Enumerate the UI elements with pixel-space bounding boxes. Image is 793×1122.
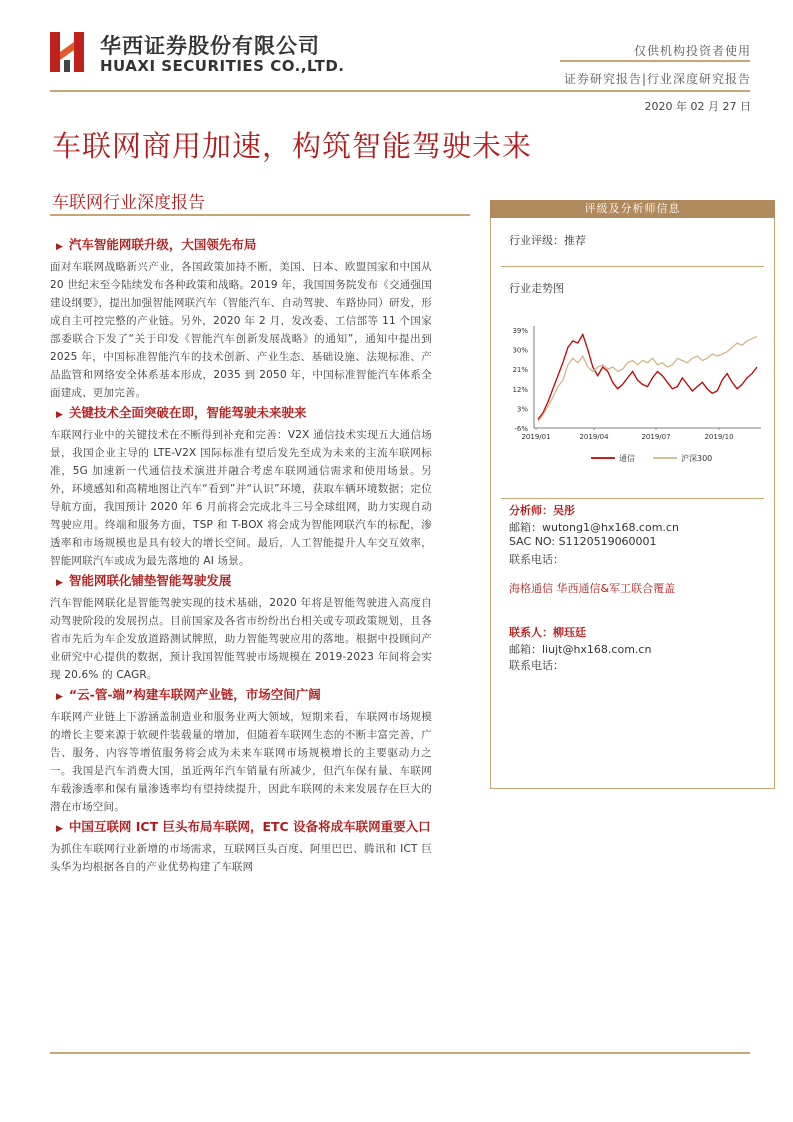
x-tick-label: 2019/10 xyxy=(704,433,734,441)
footer-rule xyxy=(50,1052,750,1054)
legend-label: 通信 xyxy=(619,454,635,463)
trend-chart xyxy=(496,318,771,478)
bullet-triangle-icon: ▶ xyxy=(56,692,63,702)
bullet-triangle-icon: ▶ xyxy=(56,824,63,834)
related-reports-link[interactable]: 海格通信 华西通信&军工联合覆盖 xyxy=(509,582,676,595)
report-title: 车联网商用加速，构筑智能驾驶未来 xyxy=(52,129,533,163)
report-date: 2020 年 02 月 27 日 xyxy=(644,100,751,113)
analyst-email[interactable]: 邮箱：wutong1@hx168.com.cn xyxy=(509,521,679,534)
analyst-sac: SAC NO: S1120519060001 xyxy=(509,535,657,548)
contact-phone: 联系电话： xyxy=(509,659,564,672)
series-line xyxy=(538,337,757,422)
y-tick-label: 39% xyxy=(512,327,528,335)
section-body: 面对车联网战略新兴产业，各国政策加持不断，美国、日本、欧盟国家和中国从 20 世纪末至今陆续发布各种政策和战略。2019 年，我国国务院发布《交通强国建设纲要》，提出加强智能网联汽车（智能汽车、自动驾驶、车路协同）研发，形成自主可控完整的产业链。另外，2020 年 2 月，发改委、工信部等 11 个国家部委联合下发了“关于印发《智能汽车创新发展战略》的通知”，通知中提出到 2025 年，中国标准智能汽车的技术创新、产业生态、基础设施、法规标准、产品监管和网络安全体系基本形成，2035 到 2050 年，中国标准智能汽车体系全面建成、更加完善。 xyxy=(50,261,432,399)
y-tick-label: -6% xyxy=(514,425,528,433)
summary-column xyxy=(50,236,432,878)
x-tick-label: 2019/01 xyxy=(521,433,551,441)
trend-label: 行业走势图 xyxy=(509,282,564,295)
company-name-cn: 华西证券股份有限公司 xyxy=(100,34,320,58)
sidebar-divider xyxy=(501,266,764,267)
section-body: 汽车智能网联化是智能驾驶实现的技术基础，2020 年将是智能驾驶进入高度自动驾驶阶段的发展拐点。目前国家及各省市纷纷出台相关或专项政策规划，且各省市先后为车企发放道路测试牌照，助力智能驾驶应用的落地。根据中投顾问产业研究中心提供的数据，预计我国智能驾驶市场规模在 2019-2023 年间将会实现 20.6% 的 CAGR。 xyxy=(50,597,432,681)
audience-note: 仅供机构投资者使用 xyxy=(633,44,751,58)
report-type: 证券研究报告|行业深度研究报告 xyxy=(563,72,751,86)
sidebar-header: 评级及分析师信息 xyxy=(490,200,775,218)
section-heading: ▶ 智能网联化铺垫智能驾驶发展 xyxy=(56,573,232,588)
x-tick-label: 2019/04 xyxy=(579,433,609,441)
section-heading: ▶ “云-管-端”构建车联网产业链，市场空间广阔 xyxy=(56,687,321,702)
header-divider xyxy=(560,60,750,62)
bullet-triangle-icon: ▶ xyxy=(56,242,63,252)
industry-rating: 行业评级：推荐 xyxy=(509,234,586,247)
y-tick-label: 12% xyxy=(512,385,528,394)
sidebar-divider xyxy=(501,498,764,499)
section-title: 车联网行业深度报告 xyxy=(52,193,205,213)
company-name-en: HUAXI SECURITIES CO.,LTD. xyxy=(100,57,345,75)
analyst-phone: 联系电话： xyxy=(509,553,564,566)
section-body: 车联网行业中的关键技术在不断得到补充和完善：V2X 通信技术实现五大通信场景，我国企业主导的 LTE-V2X 国际标准有望后发先至成为未来的主流车联网标准，5G 加速新一代通信技术演进并融合考虑车联网通信需求和使用场景。另外，环境感知和高精地图让汽车“看到”并“认识”环境，获取车辆环境数据；定位导航方面，我国预计 2020 年 6 月前将会完成北斗三号全球组网，助力实现自动驾驶应用。终端和服务方面，TSP 和 T-BOX 将会成为智能网联汽车的标配，渗透率和市场规模也是具有较大的增长空间。最后，人工智能提升人车交互效率，智能网联汽车或成为最先落地的 AI 场景。 xyxy=(50,429,432,567)
section-heading: ▶ 关键技术全面突破在即，智能驾驶未来驶来 xyxy=(56,405,307,420)
huaxi-logo-icon xyxy=(50,30,90,74)
y-tick-label: 3% xyxy=(516,405,528,414)
legend-label: 沪深300 xyxy=(681,454,713,463)
contact-name: 联系人：柳珏廷 xyxy=(509,626,586,639)
contact-email[interactable]: 邮箱：liujt@hx168.com.cn xyxy=(509,643,652,656)
section-heading: ▶ 汽车智能网联升级，大国领先布局 xyxy=(56,237,257,252)
x-tick-label: 2019/07 xyxy=(641,433,671,441)
header-rule xyxy=(50,90,750,92)
bullet-triangle-icon: ▶ xyxy=(56,578,63,588)
section-heading: ▶ 中国互联网 ICT 巨头布局车联网，ETC 设备将成车联网重要入口 xyxy=(56,819,431,834)
section-body: 为抓住车联网行业新增的市场需求，互联网巨头百度、阿里巴巴、腾讯和 ICT 巨头华为均根据各自的产业优势构建了车联网 xyxy=(50,843,432,873)
series-line xyxy=(538,334,757,419)
bullet-triangle-icon: ▶ xyxy=(56,410,63,420)
analyst-name: 分析师：吴彤 xyxy=(509,504,575,517)
rating-sidebar xyxy=(490,200,775,789)
y-tick-label: 30% xyxy=(512,346,528,355)
section-body: 车联网产业链上下游涵盖制造业和服务业两大领域，短期来看，车联网市场规模的增长主要来源于软硬件装载量的增加，但随着车联网生态的不断丰富完善，广告、服务、内容等增值服务将会成为未来车联网市场规模增长的主要驱动力之一。我国是汽车消费大国，虽近两年汽车销量有所减少，但汽车保有量、车联网车载渗透率和保有量渗透率均有望持续提升，因此车联网的未来发展存在巨大的潜在市场空间。 xyxy=(50,711,432,813)
section-rule xyxy=(50,214,470,216)
sidebar-box xyxy=(490,218,775,789)
y-tick-label: 21% xyxy=(512,366,528,375)
